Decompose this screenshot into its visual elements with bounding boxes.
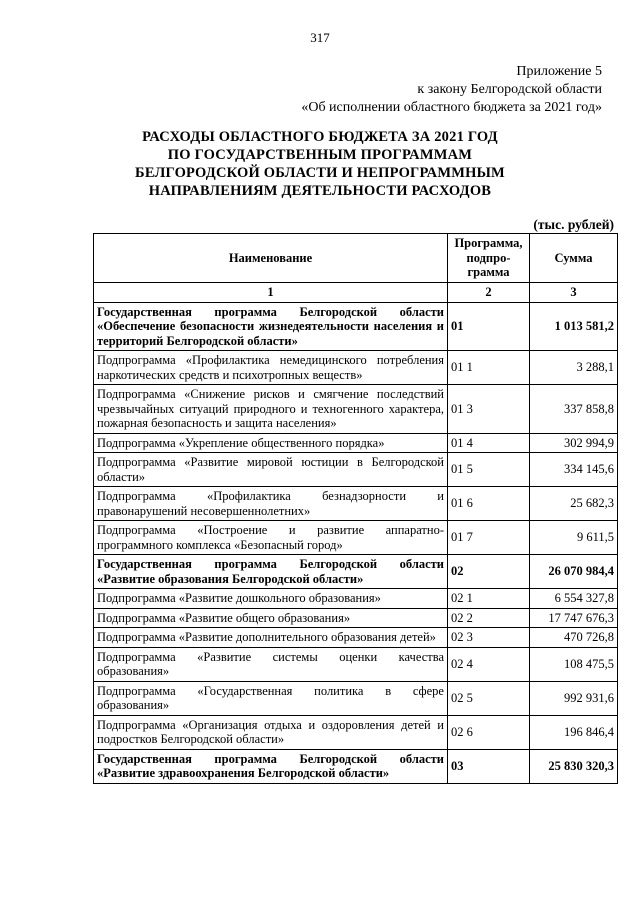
row-name: Государственная программа Белгородской области «Развитие образования Белгородской области» [94,555,448,589]
table-row [94,385,618,434]
header-sum: Сумма [530,234,618,283]
row-name: Подпрограмма «Построение и развитие аппаратно-программного комплекса «Безопасный город» [94,521,448,555]
row-name: Подпрограмма «Развитие мировой юстиции в Белгородской области» [94,453,448,487]
row-name: Подпрограмма «Развитие системы оценки качества образования» [94,647,448,681]
row-name: Подпрограмма «Развитие общего образования» [94,608,448,628]
row-code: 02 4 [448,647,530,681]
title-line: НАПРАВЛЕНИЯМ ДЕЯТЕЛЬНОСТИ РАСХОДОВ [148,183,492,199]
expenditure-table [93,233,618,784]
row-code: 02 2 [448,608,530,628]
row-code: 01 6 [448,487,530,521]
table-row [94,487,618,521]
row-sum: 334 145,6 [530,453,618,487]
row-sum: 992 931,6 [530,681,618,715]
row-name: Подпрограмма «Профилактика безнадзорности и правонарушений несовершеннолетних» [94,487,448,521]
table-row [94,647,618,681]
table-row [94,521,618,555]
row-name: Подпрограмма «Снижение рисков и смягчение последствий чрезвычайных ситуаций природного и техногенного характера, пожарная безопасность и защита населения» [94,385,448,434]
row-name: Государственная программа Белгородской области «Развитие здравоохранения Белгородской области» [94,749,448,783]
row-sum: 9 611,5 [530,521,618,555]
row-name: Подпрограмма «Развитие дошкольного образования» [94,589,448,609]
table-row [94,433,618,453]
row-name: Подпрограмма «Организация отдыха и оздоровления детей и подростков Белгородской области» [94,715,448,749]
row-sum: 17 747 676,3 [530,608,618,628]
appendix-line: Приложение 5 [516,64,602,79]
row-sum: 302 994,9 [530,433,618,453]
table-row [94,608,618,628]
row-code: 01 1 [448,351,530,385]
row-sum: 3 288,1 [530,351,618,385]
row-sum: 337 858,8 [530,385,618,434]
table-header-row [94,234,618,283]
row-name: Подпрограмма «Укрепление общественного порядка» [94,433,448,453]
table-row [94,555,618,589]
table-row [94,453,618,487]
table-row [94,681,618,715]
row-code: 02 6 [448,715,530,749]
header-program-code: Программа, подпро- грамма [448,234,530,283]
appendix-reference [301,63,602,117]
title-line: РАСХОДЫ ОБЛАСТНОГО БЮДЖЕТА ЗА 2021 ГОД [142,129,498,145]
row-name: Подпрограмма «Развитие дополнительного образования детей» [94,628,448,648]
row-code: 02 [448,555,530,589]
row-sum: 1 013 581,2 [530,302,618,351]
title-line: ПО ГОСУДАРСТВЕННЫМ ПРОГРАММАМ [167,147,473,163]
row-name: Государственная программа Белгородской области «Обеспечение безопасности жизнедеятельности населения и территорий Белгородской области» [94,302,448,351]
row-sum: 196 846,4 [530,715,618,749]
table-row [94,715,618,749]
row-code: 01 7 [448,521,530,555]
row-sum: 26 070 984,4 [530,555,618,589]
row-name: Подпрограмма «Профилактика немедицинского потребления наркотических средств и психотропных веществ» [94,351,448,385]
table-row [94,589,618,609]
row-code: 01 [448,302,530,351]
page-number: 317 [310,30,330,45]
column-number-row [94,283,618,303]
units-label: (тыс. рублей) [533,217,614,232]
row-code: 01 4 [448,433,530,453]
row-sum: 25 682,3 [530,487,618,521]
row-code: 02 1 [448,589,530,609]
column-number: 1 [94,283,448,303]
table-row [94,749,618,783]
row-sum: 6 554 327,8 [530,589,618,609]
row-sum: 25 830 320,3 [530,749,618,783]
row-code: 01 5 [448,453,530,487]
row-code: 01 3 [448,385,530,434]
title-line: БЕЛГОРОДСКОЙ ОБЛАСТИ И НЕПРОГРАММНЫМ [135,165,505,181]
header-name: Наименование [94,234,448,283]
row-code: 02 5 [448,681,530,715]
document-title [0,128,640,200]
row-sum: 108 475,5 [530,647,618,681]
row-sum: 470 726,8 [530,628,618,648]
table-row [94,302,618,351]
column-number: 3 [530,283,618,303]
appendix-line: «Об исполнении областного бюджета за 2021 год» [301,100,602,115]
row-name: Подпрограмма «Государственная политика в сфере образования» [94,681,448,715]
table-row [94,628,618,648]
appendix-line: к закону Белгородской области [417,82,602,97]
row-code: 02 3 [448,628,530,648]
row-code: 03 [448,749,530,783]
column-number: 2 [448,283,530,303]
table-row [94,351,618,385]
